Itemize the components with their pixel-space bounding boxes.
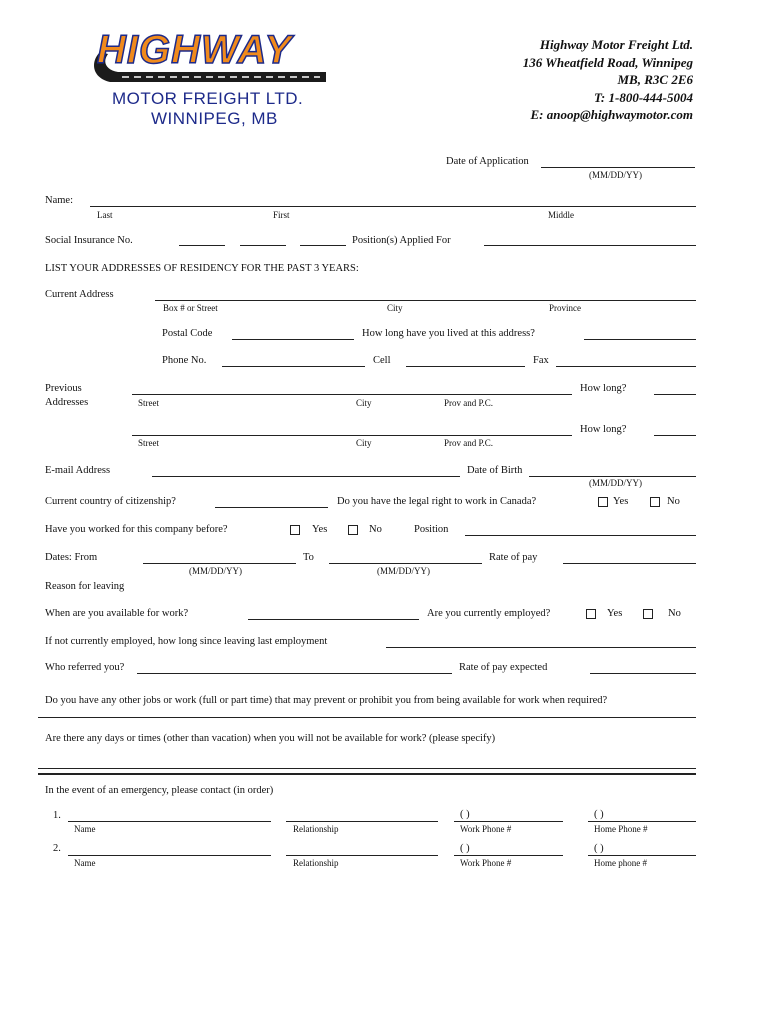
last-name-hint: Last: [97, 210, 113, 220]
cell-label: Cell: [373, 355, 391, 366]
emergency2-home-area-code: ( ): [594, 843, 604, 854]
logo-subtitle: MOTOR FREIGHT LTD.: [112, 89, 304, 108]
addresses-label: Addresses: [45, 397, 89, 408]
how-long1-label: How long?: [580, 383, 627, 394]
city1-hint: City: [356, 398, 372, 408]
ec1-work-phone-hint: Work Phone #: [460, 824, 512, 834]
how-long-lived-input[interactable]: [584, 327, 696, 340]
reason-leaving-label: Reason for leaving: [45, 581, 125, 592]
postal-code-input[interactable]: [232, 327, 354, 340]
referred-input[interactable]: [137, 661, 452, 674]
worked-before-yes-label: Yes: [312, 524, 328, 535]
rate-of-pay-input[interactable]: [563, 551, 696, 564]
middle-name-hint: Middle: [548, 210, 574, 220]
sin-part2-input[interactable]: [240, 233, 286, 246]
company-name: Highway Motor Freight Ltd.: [539, 37, 693, 52]
cell-input[interactable]: [406, 354, 525, 367]
position-applied-input[interactable]: [484, 233, 696, 246]
employed-no-label: No: [668, 608, 681, 619]
referred-label: Who referred you?: [45, 662, 125, 673]
from-format-hint: (MM/DD/YY): [189, 566, 242, 576]
section-divider: [38, 773, 696, 775]
date-of-birth-input[interactable]: [529, 464, 696, 477]
company-email: E: anoop@highwaymotor.com: [530, 107, 693, 122]
position-applied-label: Position(s) Applied For: [352, 235, 451, 246]
other-jobs-input[interactable]: [38, 705, 696, 718]
citizenship-input[interactable]: [215, 495, 328, 508]
worked-before-no-checkbox[interactable]: [348, 525, 358, 535]
how-long1-input[interactable]: [654, 382, 696, 395]
city2-hint: City: [356, 438, 372, 448]
emergency2-work-area-code: ( ): [460, 843, 470, 854]
emergency1-work-phone-input[interactable]: [454, 809, 563, 822]
rate-expected-label: Rate of pay expected: [459, 662, 548, 673]
rate-of-pay-label: Rate of pay: [489, 552, 538, 563]
sin-label: Social Insurance No.: [45, 235, 133, 246]
dates-from-input[interactable]: [143, 551, 296, 564]
logo-location: WINNIPEG, MB: [151, 109, 278, 128]
position-input[interactable]: [465, 523, 696, 536]
company-province: MB, R3C 2E6: [617, 72, 693, 87]
ec2-name-hint: Name: [74, 858, 96, 868]
first-name-hint: First: [273, 210, 290, 220]
emergency-number-2: 2.: [53, 843, 61, 854]
postal-code-label: Postal Code: [162, 328, 213, 339]
emergency2-relationship-input[interactable]: [286, 843, 438, 856]
legal-right-yes-label: Yes: [613, 496, 629, 507]
other-jobs-question: Do you have any other jobs or work (full or part time) that may prevent or prohibit you from being available for work when required?: [45, 695, 608, 706]
worked-before-label: Have you worked for this company before?: [45, 524, 228, 535]
dates-from-label: Dates: From: [45, 552, 98, 563]
previous-address2-input[interactable]: [132, 423, 572, 436]
sin-part1-input[interactable]: [179, 233, 225, 246]
days-times-input[interactable]: [38, 756, 696, 769]
rate-expected-input[interactable]: [590, 661, 696, 674]
emergency1-relationship-input[interactable]: [286, 809, 438, 822]
street1-hint: Street: [138, 398, 159, 408]
emergency1-name-input[interactable]: [68, 809, 271, 822]
street2-hint: Street: [138, 438, 159, 448]
legal-right-label: Do you have the legal right to work in Canada?: [337, 496, 537, 507]
prov-pc2-hint: Prov and P.C.: [444, 438, 494, 448]
ec2-relationship-hint: Relationship: [293, 858, 339, 868]
worked-before-no-label: No: [369, 524, 382, 535]
company-contact-block: [523, 36, 693, 124]
fax-label: Fax: [533, 355, 549, 366]
ec1-home-phone-hint: Home Phone #: [594, 824, 648, 834]
emergency1-home-phone-input[interactable]: [588, 809, 696, 822]
current-address-input[interactable]: [155, 288, 696, 301]
date-of-application-input[interactable]: [541, 155, 695, 168]
position-label: Position: [414, 524, 449, 535]
employed-no-checkbox[interactable]: [643, 609, 653, 619]
email-input[interactable]: [152, 464, 460, 477]
box-street-hint: Box # or Street: [163, 303, 218, 313]
how-long-lived-label: How long have you lived at this address?: [362, 328, 535, 339]
employed-yes-checkbox[interactable]: [586, 609, 596, 619]
available-input[interactable]: [248, 607, 419, 620]
citizenship-label: Current country of citizenship?: [45, 496, 176, 507]
not-employed-input[interactable]: [386, 635, 696, 648]
emergency2-home-phone-input[interactable]: [588, 843, 696, 856]
ec2-home-phone-hint: Home phone #: [594, 858, 647, 868]
dates-to-input[interactable]: [329, 551, 482, 564]
fax-input[interactable]: [556, 354, 696, 367]
sin-part3-input[interactable]: [300, 233, 346, 246]
date-format-hint: (MM/DD/YY): [589, 170, 642, 180]
how-long2-input[interactable]: [654, 423, 696, 436]
company-street: 136 Wheatfield Road, Winnipeg: [522, 54, 693, 70]
to-format-hint: (MM/DD/YY): [377, 566, 430, 576]
legal-right-no-checkbox[interactable]: [650, 497, 660, 507]
ec1-relationship-hint: Relationship: [293, 824, 339, 834]
legal-right-yes-checkbox[interactable]: [598, 497, 608, 507]
ec1-name-hint: Name: [74, 824, 96, 834]
company-phone: T: 1-800-444-5004: [593, 89, 693, 105]
previous-address1-input[interactable]: [132, 382, 572, 395]
emergency-number-1: 1.: [53, 810, 61, 821]
date-of-application-label: Date of Application: [446, 156, 529, 167]
worked-before-yes-checkbox[interactable]: [290, 525, 300, 535]
ec2-work-phone-hint: Work Phone #: [460, 858, 512, 868]
current-address-label: Current Address: [45, 289, 114, 300]
legal-right-no-label: No: [667, 496, 680, 507]
dob-format-hint: (MM/DD/YY): [589, 478, 642, 488]
name-input[interactable]: [90, 194, 696, 207]
logo-wordmark: HIGHWAY: [97, 28, 293, 72]
date-of-birth-label: Date of Birth: [467, 465, 523, 476]
days-times-question: Are there any days or times (other than vacation) when you will not be available for work? (please specify): [45, 733, 496, 744]
emergency-heading: In the event of an emergency, please contact (in order): [45, 785, 274, 796]
email-label: E-mail Address: [45, 465, 111, 476]
emergency1-work-area-code: ( ): [460, 809, 470, 820]
name-label: Name:: [45, 195, 73, 206]
phone-input[interactable]: [222, 354, 365, 367]
currently-employed-label: Are you currently employed?: [427, 608, 551, 619]
emergency2-name-input[interactable]: [68, 843, 271, 856]
prov-pc1-hint: Prov and P.C.: [444, 398, 494, 408]
addresses-heading: LIST YOUR ADDRESSES OF RESIDENCY FOR THE PAST 3 YEARS:: [45, 263, 359, 274]
emergency1-home-area-code: ( ): [594, 809, 604, 820]
available-label: When are you available for work?: [45, 608, 189, 619]
reason-leaving-input[interactable]: [140, 580, 696, 592]
city-hint: City: [387, 303, 403, 313]
emergency2-work-phone-input[interactable]: [454, 843, 563, 856]
previous-label: Previous: [45, 383, 82, 394]
to-label: To: [303, 552, 314, 563]
province-hint: Province: [549, 303, 581, 313]
phone-label: Phone No.: [162, 355, 207, 366]
how-long2-label: How long?: [580, 424, 627, 435]
employed-yes-label: Yes: [607, 608, 623, 619]
not-employed-label: If not currently employed, how long since leaving last employment: [45, 636, 328, 647]
